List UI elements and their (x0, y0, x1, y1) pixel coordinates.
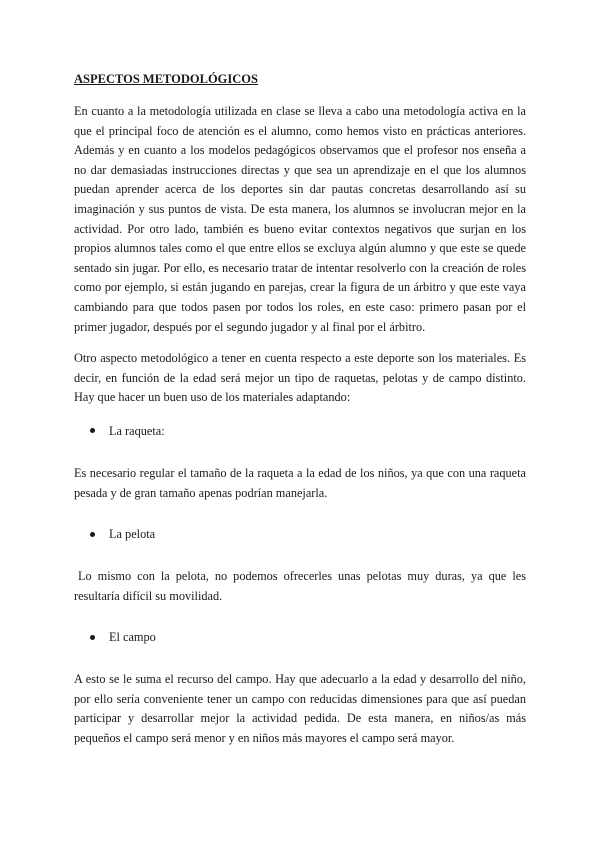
section-heading: ASPECTOS METODOLÓGICOS (74, 72, 258, 86)
paragraph-materials: Otro aspecto metodológico a tener en cuenta respecto a este deporte son los materiales. Es decir, en función de la edad será mejor un tipo de raquetas, pelotas y de campo distinto. Hay que hacer un buen uso de los materiales adaptando: (74, 351, 526, 405)
bullet-label: La pelota (109, 527, 156, 542)
paragraph-methodology: En cuanto a la metodología utilizada en clase se lleva a cabo una metodología activa en la que el principal foco de atención es el alumno, como hemos visto en prácticas anteriores. Además y en cuanto a los modelos pedagógicos observamos que el profesor nos enseña a no dar demasiadas instrucciones directas y que sea un aprendizaje en el que los alumnos puedan aprender acerca de los deportes sin dar pautas concretas desarrollando así su imaginación y sus puntos de vista. De esta manera, los alumnos se involucran mejor en la actividad. Por otro lado, también es bueno evitar contextos negativos que surjan en los propios alumnos tales como el que entre ellos se excluya algún alumno y que este se quede sentado sin jugar. Por ello, es necesario tratar de intentar resolverlo con la creación de roles como por ejemplo, si están jugando en parejas, crear la figura de un árbitro y que este vaya cambiando para que todos pasen por todos los roles, en este caso: primero pasan por el primer jugador, después por el segundo jugador y al final por el árbitro. (74, 104, 526, 334)
bullet-label: El campo (109, 630, 156, 645)
bullet-dot-icon (90, 428, 95, 433)
paragraph-campo: A esto se le suma el recurso del campo. Hay que adecuarlo a la edad y desarrollo del niño, por ello sería conveniente tener un campo con reducidas dimensiones para que así puedan participar y desarrollar mejor la actividad pedida. De esta manera, en niños/as más pequeños el campo será menor y en niños más mayores el campo será mayor. (74, 672, 526, 746)
paragraph-raqueta: Es necesario regular el tamaño de la raqueta a la edad de los niños, ya que con una raqueta pesada y de gran tamaño apenas podrían manejarla. (74, 465, 526, 500)
bullet-label: La raqueta: (109, 423, 165, 438)
bullet-item-raqueta (90, 422, 526, 440)
bullet-item-campo (90, 628, 526, 646)
bullet-item-pelota (90, 525, 526, 543)
document-page (74, 70, 526, 771)
bullet-dot-icon (90, 532, 95, 537)
bullet-dot-icon (90, 635, 95, 640)
paragraph-pelota: Lo mismo con la pelota, no podemos ofrecerles unas pelotas muy duras, ya que les resultaría difícil su movilidad. (74, 569, 526, 603)
